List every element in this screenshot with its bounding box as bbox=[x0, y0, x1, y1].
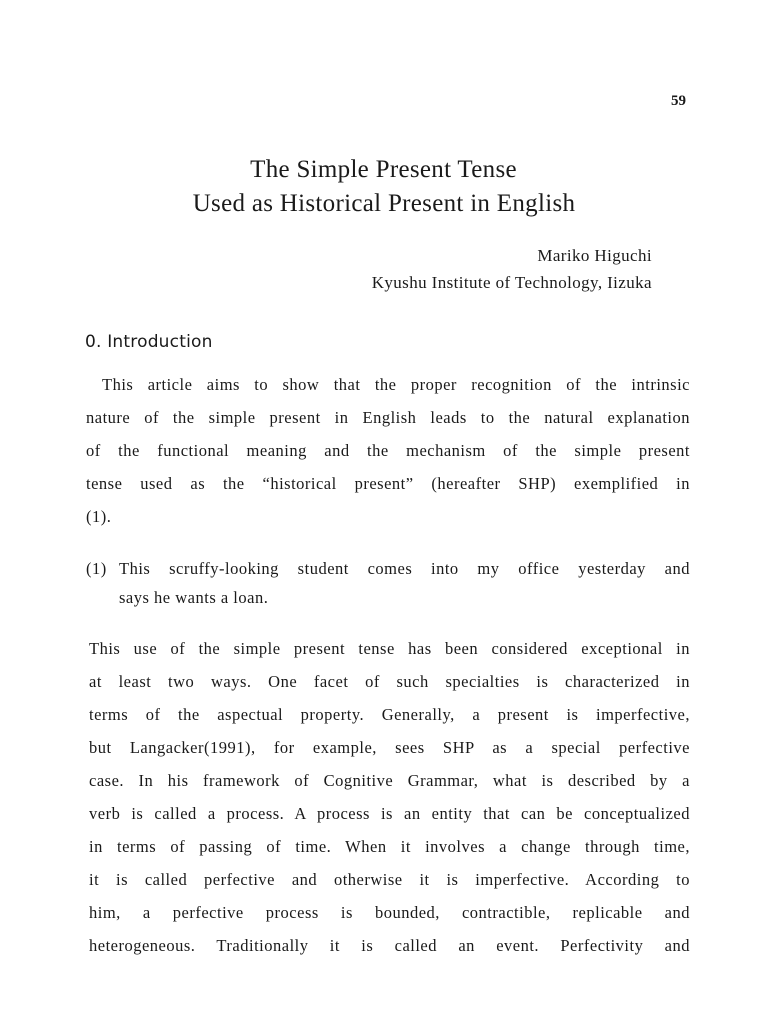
paragraph-line: terms of the aspectual property. Generally, a present is imperfective, bbox=[89, 705, 690, 724]
author-block bbox=[372, 242, 652, 296]
paragraph-line: at least two ways. One facet of such specialties is characterized in bbox=[89, 672, 690, 691]
paragraph-line: This use of the simple present tense has been considered exceptional in bbox=[89, 639, 690, 658]
paragraph-line: This article aims to show that the proper recognition of the intrinsic bbox=[102, 375, 690, 394]
paragraph-line: heterogeneous. Traditionally it is called an event. Perfectivity and bbox=[89, 936, 690, 955]
author-name: Mariko Higuchi bbox=[537, 246, 652, 265]
section-heading: 0. Introduction bbox=[85, 332, 213, 352]
paragraph-line: verb is called a process. A process is an entity that can be conceptualized bbox=[89, 804, 690, 823]
paragraph-line: (1). bbox=[86, 507, 112, 526]
example-line: says he wants a loan. bbox=[119, 588, 269, 607]
author-affiliation: Kyushu Institute of Technology, Iizuka bbox=[371, 273, 652, 292]
paragraph-line: nature of the simple present in English leads to the natural explanation bbox=[86, 408, 690, 427]
paragraph-line: him, a perfective process is bounded, contractible, replicable and bbox=[89, 903, 690, 922]
paragraph-intro bbox=[86, 368, 690, 533]
paragraph-body bbox=[89, 632, 690, 962]
example-number: (1) bbox=[86, 559, 107, 578]
title-line-2: Used as Historical Present in English bbox=[192, 190, 576, 217]
paragraph-line: case. In his framework of Cognitive Grammar, what is described by a bbox=[89, 771, 690, 790]
paper-title bbox=[0, 153, 768, 221]
paragraph-line: of the functional meaning and the mechanism of the simple present bbox=[86, 441, 690, 460]
example-sentence bbox=[86, 554, 690, 612]
title-line-1: The Simple Present Tense bbox=[250, 156, 517, 183]
paragraph-line: in terms of passing of time. When it involves a change through time, bbox=[89, 837, 690, 856]
paragraph-line: tense used as the “historical present” (hereafter SHP) exemplified in bbox=[86, 474, 690, 493]
paragraph-line: but Langacker(1991), for example, sees SHP as a special perfective bbox=[89, 738, 690, 757]
example-line bbox=[86, 554, 690, 583]
page-number: 59 bbox=[671, 93, 686, 109]
paragraph-line: it is called perfective and otherwise it is imperfective. According to bbox=[89, 870, 690, 889]
example-text: This scruffy-looking student comes into my office yesterday and bbox=[119, 559, 690, 578]
